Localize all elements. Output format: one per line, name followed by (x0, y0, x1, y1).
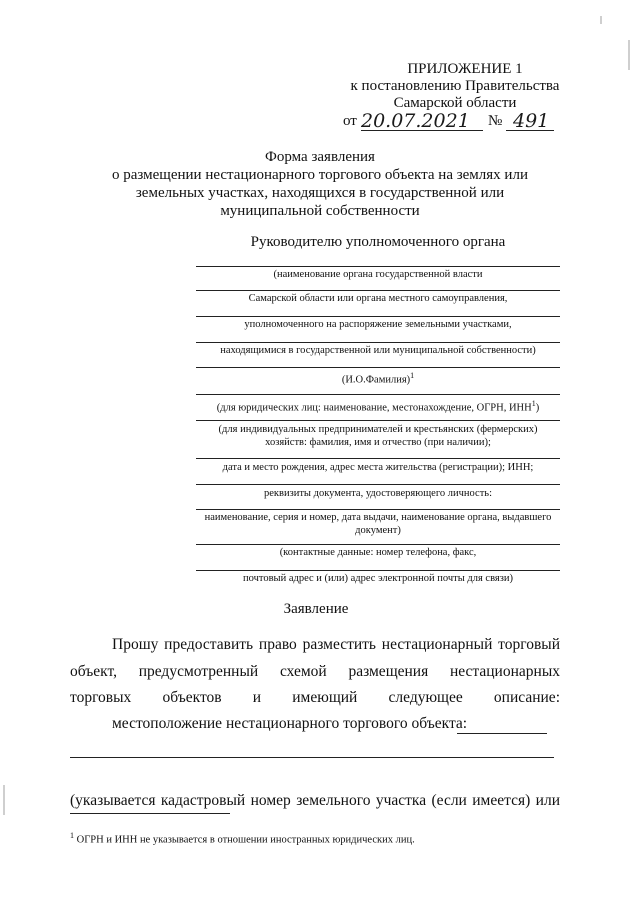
fill-line[interactable] (196, 458, 560, 459)
appendix-title: ПРИЛОЖЕНИЕ 1 (407, 61, 523, 77)
caption-identity-doc: реквизиты документа, удостоверяющего личность: (263, 488, 492, 499)
form-title-line-1: Форма заявления (265, 149, 375, 165)
footnote-mark: 1 (70, 831, 74, 840)
footnote-ref: 1 (410, 371, 415, 380)
header-line-2: Самарской области (393, 95, 517, 111)
addressee-heading: Руководителю уполномоченного органа (250, 234, 506, 250)
form-title-line-3: земельных участках, находящихся в государственной или (135, 185, 505, 201)
fill-line[interactable] (196, 509, 560, 510)
statement-line-1: Прошу предоставить право разместить нестационарный торговый (112, 636, 560, 653)
handwritten-number: 491 (513, 110, 550, 132)
caption-initials-text: (И.О.Фамилия) (341, 374, 411, 386)
footnote (70, 831, 415, 846)
location-fill-line-2[interactable] (70, 757, 554, 758)
fill-line[interactable] (196, 367, 560, 368)
caption-contacts: (контактные данные: номер телефона, факс, (279, 547, 477, 558)
location-fill-line[interactable] (457, 733, 547, 734)
footnote-separator (70, 813, 230, 814)
footnote-text: ОГРН и ИНН не указывается в отношении иностранных юридических лиц. (76, 834, 415, 846)
scan-mark (3, 785, 5, 815)
header-line-1: к постановлению Правительства (350, 78, 560, 94)
scan-mark (628, 40, 630, 70)
caption-entrepreneurs-line-1: (для индивидуальных предпринимателей и крестьянских (фермерских) (218, 424, 538, 435)
fill-line[interactable] (196, 394, 560, 395)
location-label: местоположение нестационарного торгового объекта: (112, 715, 468, 732)
handwritten-date: 20.07.2021 (361, 110, 470, 132)
scan-mark (600, 16, 602, 24)
caption-doc-details (196, 511, 560, 537)
form-title (60, 148, 580, 220)
form-title-line-2: о размещении нестационарного торгового объекта на землях или (112, 167, 528, 183)
caption-doc-details-line-1: наименование, серия и номер, дата выдачи, наименование органа, выдавшего (204, 512, 552, 523)
number-prefix: № (488, 113, 503, 129)
date-prefix: от (343, 113, 357, 129)
caption-birth: дата и место рождения, адрес места жительства (регистрации); ИНН; (222, 462, 534, 473)
statement-line-2: объект, предусмотренный схемой размещения нестационарных (70, 663, 560, 680)
statement-heading: Заявление (283, 601, 349, 617)
caption-initials (196, 369, 560, 387)
caption-doc-details-line-2: документ) (355, 525, 401, 536)
fill-line[interactable] (196, 342, 560, 343)
fill-line[interactable] (196, 316, 560, 317)
statement-line-3: торговых объектов и имеющий следующее описание: (70, 689, 560, 706)
fill-line[interactable] (196, 484, 560, 485)
header-date-line (343, 110, 563, 134)
footnote-ref: 1 (531, 399, 536, 408)
number-underline (506, 130, 554, 131)
fill-line[interactable] (196, 420, 560, 421)
caption-samara: Самарской области или органа местного самоуправления, (248, 293, 508, 304)
caption-authorized: уполномоченного на распоряжение земельными участками, (244, 319, 512, 330)
fill-line[interactable] (196, 290, 560, 291)
date-underline (361, 130, 483, 131)
fill-line[interactable] (196, 266, 560, 267)
form-title-line-4: муниципальной собственности (220, 203, 420, 219)
caption-entrepreneurs (196, 423, 560, 449)
cadastral-line: (указывается кадастровый номер земельного участка (если имеется) или (70, 792, 560, 809)
caption-legal-entities: (для юридических лиц: наименование, местонахождение, ОГРН, ИНН$^1$) (216, 399, 540, 414)
caption-legal-entities-text: (для юридических лиц: наименование, местонахождение, ОГРН, ИНН (216, 402, 532, 414)
caption-ownership: находящимися в государственной или муниципальной собственности) (220, 345, 536, 356)
fill-line[interactable] (196, 544, 560, 545)
caption-entrepreneurs-line-2: хозяйств: фамилия, имя и отчество (при наличии); (265, 437, 491, 448)
fill-line[interactable] (196, 570, 560, 571)
caption-email: почтовый адрес и (или) адрес электронной почты для связи) (243, 573, 513, 584)
caption-authority: (наименование органа государственной власти (273, 269, 483, 280)
